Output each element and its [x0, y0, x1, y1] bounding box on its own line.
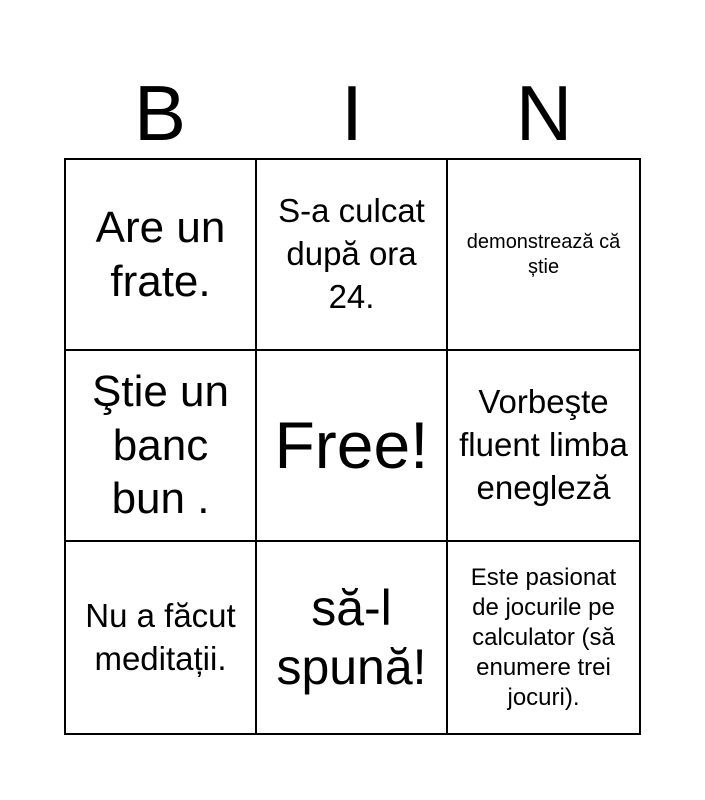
cell-text: Free! — [274, 408, 429, 483]
cell-text: să-l spună! — [276, 579, 427, 695]
bingo-cell[interactable] — [448, 351, 639, 542]
bingo-cell[interactable] — [66, 542, 257, 733]
cell-text: Ştie un banc bun . — [92, 366, 229, 524]
cell-text: Are un frate. — [95, 202, 226, 306]
column-letter-b: B — [133, 69, 187, 157]
column-letter-n: N — [515, 69, 573, 157]
bingo-cell[interactable] — [448, 542, 639, 733]
bingo-cell[interactable] — [448, 160, 639, 351]
free-cell[interactable] — [257, 351, 448, 542]
bingo-cell[interactable] — [66, 160, 257, 351]
bingo-cell[interactable] — [257, 542, 448, 733]
cell-text: Vorbeşte fluent limba enegleză — [459, 383, 628, 506]
cell-text: Este pasionat de jocurile pe calculator (să enumere trei jocuri). — [470, 563, 617, 711]
cell-text: Nu a făcut meditații. — [85, 596, 236, 677]
bingo-cell[interactable] — [66, 351, 257, 542]
cell-text: demonstrează că știe — [466, 230, 621, 278]
column-letter-i: I — [341, 69, 363, 157]
cell-text: S-a culcat după ora 24. — [278, 192, 425, 315]
bingo-grid — [64, 158, 641, 735]
bingo-cell[interactable] — [257, 160, 448, 351]
